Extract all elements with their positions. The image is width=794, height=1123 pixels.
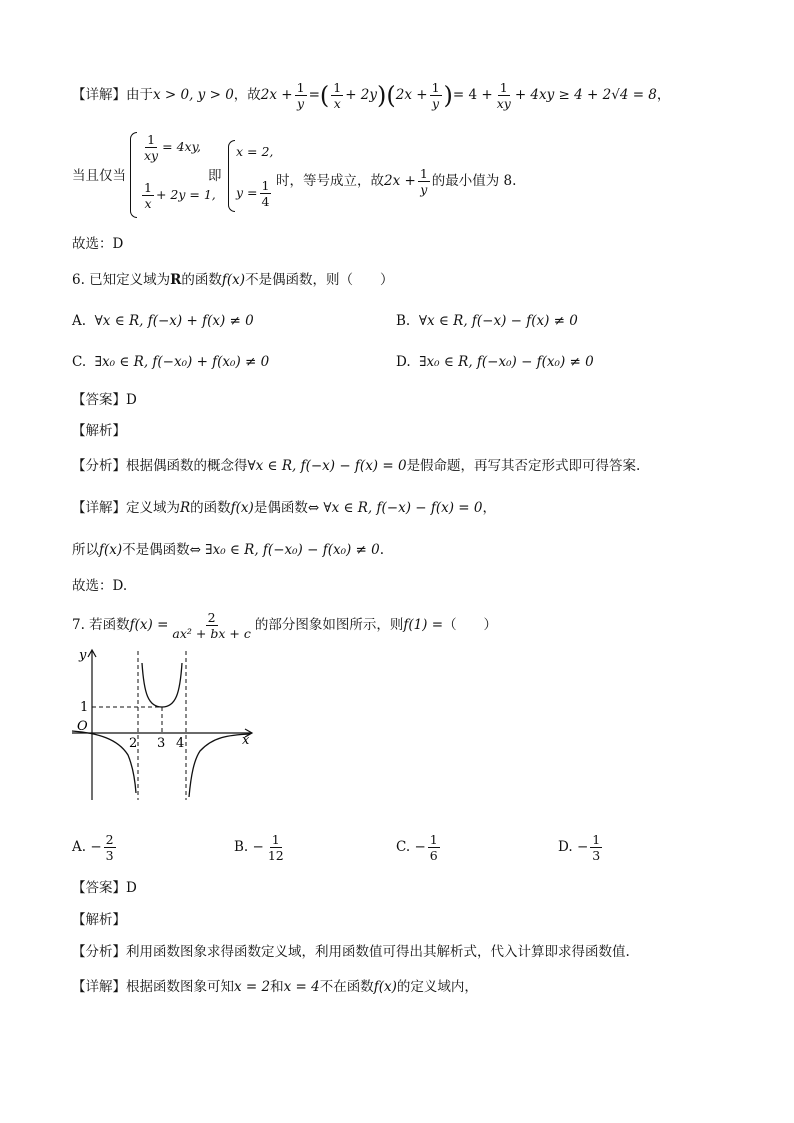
fx: f(x) xyxy=(230,500,254,516)
system1-eq2 xyxy=(140,180,216,211)
fraction xyxy=(495,80,513,111)
curve-middle-branch xyxy=(142,663,182,707)
q7-answer: 【答案】D xyxy=(72,880,137,896)
text: 6. 已知定义域为 xyxy=(72,272,171,288)
left-brace-1 xyxy=(130,132,137,218)
q7-option-c[interactable] xyxy=(396,832,442,863)
text: ， xyxy=(656,87,671,103)
detail2-lead: 当且仅当 xyxy=(72,168,126,184)
num: 2 xyxy=(105,832,114,847)
num: 1 xyxy=(429,832,438,847)
fx: f(x) xyxy=(99,542,123,558)
q6-option-d[interactable] xyxy=(396,352,594,372)
eq: = 4xy, xyxy=(162,139,201,154)
paren: ) xyxy=(443,81,453,110)
label: C. xyxy=(72,354,87,370)
expr: + 4xy ≥ 4 + 2√4 = 8 xyxy=(514,87,657,103)
text: 【详解】定义域为 xyxy=(72,500,180,516)
fraction xyxy=(331,80,343,111)
den: xy xyxy=(496,96,511,111)
num: 1 xyxy=(592,832,601,847)
label: B. xyxy=(234,839,249,855)
q6-fenxi xyxy=(72,456,640,476)
q6-option-b[interactable] xyxy=(396,311,578,331)
label: C. xyxy=(396,839,411,855)
text: 所以 xyxy=(72,542,99,558)
q7-analysis: 【解析】 xyxy=(72,912,126,928)
text: 和 xyxy=(270,979,284,995)
expr: 2x + xyxy=(395,87,428,103)
label: A. xyxy=(72,313,87,329)
label: B. xyxy=(396,313,411,329)
text: ∀x ∈ R, f(−x) − f(x) ≠ 0 xyxy=(418,313,578,329)
f1: f(1) = xyxy=(403,617,444,633)
q7-stem xyxy=(72,610,497,641)
sign: − xyxy=(90,839,102,855)
den: 3 xyxy=(592,848,601,863)
sign: − xyxy=(414,839,426,855)
tick-3: 3 xyxy=(157,736,166,751)
tick-2: 2 xyxy=(129,736,138,751)
detail2-tail xyxy=(276,166,516,197)
den: ax² + bx + c xyxy=(172,626,251,641)
num: 1 xyxy=(296,80,305,95)
expr: = 4 + xyxy=(452,87,493,103)
den: 6 xyxy=(429,848,438,863)
eq: y = xyxy=(236,185,258,200)
text: 是假命题，再写其否定形式即可得答案. xyxy=(406,458,641,474)
q6-option-c[interactable] xyxy=(72,352,269,372)
text: ， xyxy=(482,500,496,516)
system2-eq2 xyxy=(236,178,273,209)
text: ∃x₀ ∈ R, f(−x₀) − f(x₀) ≠ 0 xyxy=(419,354,594,370)
label: D. xyxy=(558,839,573,855)
expr: ⇔ ∃x₀ ∈ R, f(−x₀) − f(x₀) ≠ 0 xyxy=(189,542,380,558)
text: ∃x₀ ∈ R, f(−x₀) + f(x₀) ≠ 0 xyxy=(94,354,270,370)
den: y xyxy=(297,96,305,111)
paren: ( xyxy=(319,81,330,110)
detail-lead: 【详解】由于 xyxy=(72,87,153,103)
q7-option-d[interactable] xyxy=(558,832,604,863)
q6-xiangjie xyxy=(72,498,496,518)
expr: 2x + xyxy=(384,173,416,189)
q6-answer: 【答案】D xyxy=(72,392,137,408)
text: 【分析】根据偶函数的概念得 xyxy=(72,458,248,474)
paren: )( xyxy=(377,81,396,110)
num: 1 xyxy=(431,80,440,95)
expr: ⇔ ∀x ∈ R, f(−x) − f(x) = 0 xyxy=(307,500,483,516)
den: 4 xyxy=(261,194,270,209)
detail-line-1 xyxy=(72,80,670,111)
den: x xyxy=(333,96,341,111)
num: 1 xyxy=(419,166,428,181)
tick-4: 4 xyxy=(176,736,185,751)
q6-so xyxy=(72,540,384,560)
text: 的函数 xyxy=(190,500,231,516)
text: ∀x ∈ R, f(−x) + f(x) ≠ 0 xyxy=(94,313,254,329)
den: x xyxy=(144,196,152,211)
text: 的部分图象如图所示，则 xyxy=(254,617,404,633)
curve-right-branch xyxy=(189,734,250,797)
num: 1 xyxy=(147,132,156,147)
system1-eq1 xyxy=(140,132,201,163)
text: 的定义域内， xyxy=(396,979,478,995)
text: （ ） xyxy=(443,617,498,633)
system2-eq1: x = 2, xyxy=(236,144,274,159)
expr: x = 2 xyxy=(234,979,271,995)
text: 不在函数 xyxy=(319,979,374,995)
condition: x > 0, y > 0 xyxy=(153,87,234,103)
label: D. xyxy=(396,354,411,370)
detail2-mid: 即 xyxy=(208,168,222,184)
text: 的最小值为 8. xyxy=(431,173,517,189)
sign: − xyxy=(576,839,589,855)
den: 12 xyxy=(267,848,284,863)
choose-1: 故选：D xyxy=(72,236,124,252)
q7-fenxi: 【分析】利用函数图象求得函数定义域，利用函数值可得出其解析式，代入计算即求得函数值. xyxy=(72,944,630,960)
q6-stem xyxy=(72,270,394,290)
tick-1: 1 xyxy=(80,700,89,715)
set-R: R xyxy=(180,500,191,516)
text: 时，等号成立，故 xyxy=(276,173,384,189)
y-label: y xyxy=(79,648,87,663)
q7-option-a[interactable] xyxy=(72,832,118,863)
num: 1 xyxy=(499,80,508,95)
q6-choose: 故选：D. xyxy=(72,578,128,594)
q6-option-a[interactable] xyxy=(72,311,254,331)
fraction xyxy=(295,80,307,111)
num: 2 xyxy=(207,610,216,625)
origin-label: O xyxy=(77,719,88,734)
expr: ∀x ∈ R, f(−x) − f(x) = 0 xyxy=(247,458,407,474)
num: 1 xyxy=(144,180,152,195)
text: 不是偶函数，则（ ） xyxy=(245,272,394,288)
text: 7. 若函数 xyxy=(72,617,130,633)
text: 【详解】根据函数图象可知 xyxy=(72,979,234,995)
left-brace-2 xyxy=(228,140,235,212)
fraction xyxy=(170,610,252,641)
text: 是偶函数 xyxy=(253,500,308,516)
function-graph xyxy=(68,645,268,805)
text: . xyxy=(379,542,385,558)
num: 1 xyxy=(271,832,280,847)
eq: + 2y = 1, xyxy=(155,187,216,202)
expr: = xyxy=(308,87,320,103)
num: 1 xyxy=(261,178,270,193)
expr: x = 4 xyxy=(283,979,320,995)
fx: f(x) xyxy=(221,272,246,288)
sign: − xyxy=(252,839,264,855)
den: 3 xyxy=(105,848,114,863)
fx: f(x) = xyxy=(129,617,169,633)
num: 1 xyxy=(333,80,342,95)
text: 的函数 xyxy=(181,272,222,288)
fraction xyxy=(430,80,442,111)
expr: 2x + xyxy=(260,87,293,103)
label: A. xyxy=(72,839,87,855)
den: y xyxy=(432,96,440,111)
x-label: x xyxy=(242,733,250,748)
fx: f(x) xyxy=(373,979,397,995)
text: 不是偶函数 xyxy=(122,542,190,558)
q7-option-b[interactable] xyxy=(234,832,288,863)
den: y xyxy=(420,182,428,197)
den: xy xyxy=(144,148,159,163)
curve-left-branch xyxy=(72,731,136,793)
q6-analysis: 【解析】 xyxy=(72,423,126,439)
text: ，故 xyxy=(233,87,261,103)
q7-xiangjie xyxy=(72,977,478,997)
expr: + 2y xyxy=(345,87,378,103)
set-R: R xyxy=(170,272,182,288)
